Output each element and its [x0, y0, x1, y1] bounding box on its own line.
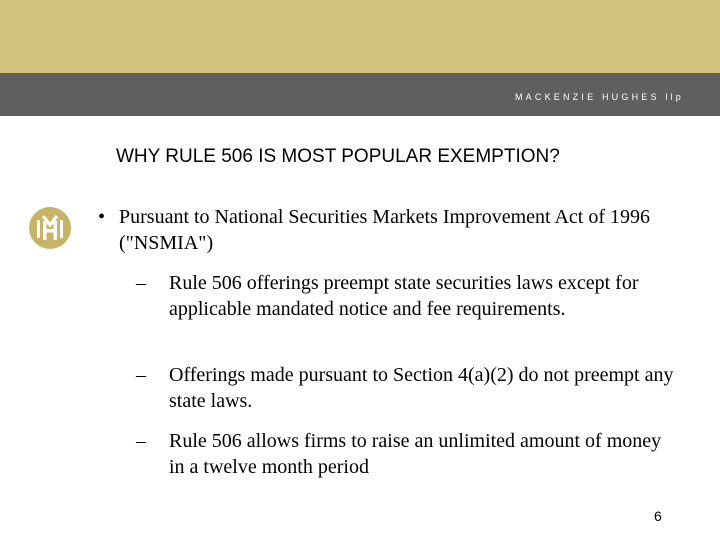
page-number: 6	[654, 508, 662, 524]
mh-monogram-icon	[26, 204, 74, 252]
header-gold-band	[0, 0, 720, 73]
sub-bullet-text: Offerings made pursuant to Section 4(a)(2) do not preempt any state laws.	[169, 364, 674, 412]
sub-bullet	[136, 362, 676, 414]
sub-bullet-marker: –	[136, 272, 146, 294]
sub-bullet-marker: –	[136, 364, 146, 386]
sub-bullet-text: Rule 506 allows firms to raise an unlimited amount of money in a twelve month period	[169, 430, 662, 478]
slide-title: WHY RULE 506 IS MOST POPULAR EXEMPTION?	[116, 146, 560, 167]
firm-name: MACKENZIE HUGHES llp	[514, 92, 684, 102]
sub-bullet	[136, 270, 676, 322]
bullet-marker: •	[98, 206, 106, 228]
main-bullet-text: Pursuant to National Securities Markets Improvement Act of 1996 ("NSMIA")	[119, 206, 651, 254]
sub-bullet-text: Rule 506 offerings preempt state securities laws except for applicable mandated notice and fee requirements.	[169, 272, 639, 320]
sub-bullet-marker: –	[136, 430, 146, 452]
main-bullet	[98, 204, 658, 256]
sub-bullet	[136, 428, 676, 480]
